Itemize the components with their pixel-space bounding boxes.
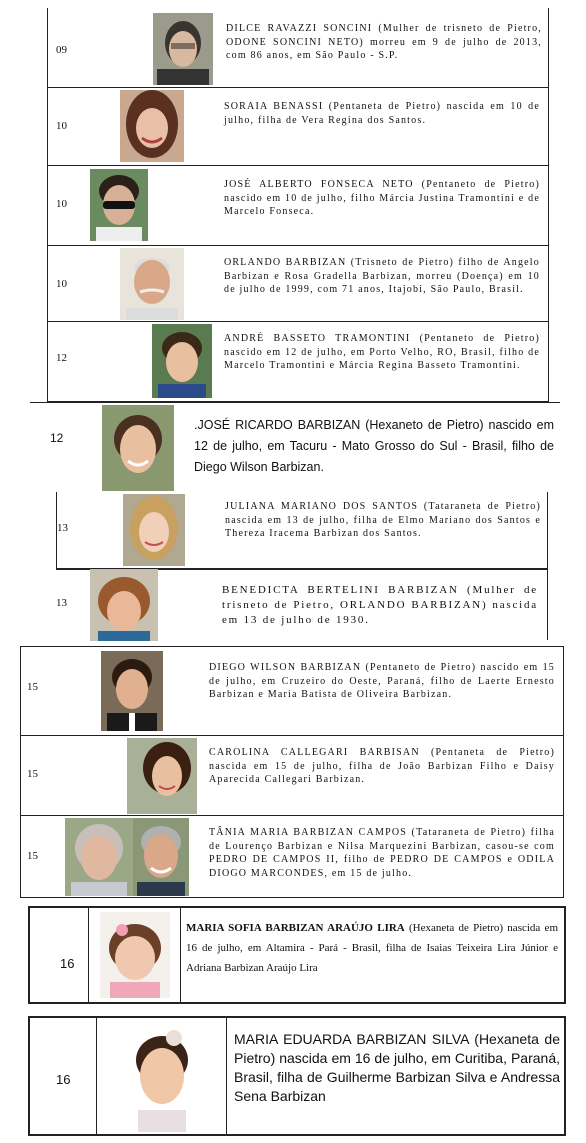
entry-day: 10 — [56, 120, 67, 132]
entry-row — [20, 646, 564, 736]
entry-text: BENEDICTA BERTELINI BARBIZAN (Mulher de trisneto de Pietro, ORLANDO BARBIZAN) nascida em 13 de julho de 1930. — [222, 584, 538, 626]
entry-text: JOSÉ ALBERTO FONSECA NETO (Pentaneto de Pietro) nascido em 10 de julho, filho Márcia Justina Tramontini e de Marcelo Fonseca. — [224, 179, 540, 217]
day-cell — [30, 1018, 97, 1134]
entry-row — [56, 492, 548, 570]
person-photo-1 — [65, 818, 133, 896]
entry-text: DILCE RAVAZZI SONCINI (Mulher de trisneto de Pietro, ODONE SONCINI NETO) morreu em 9 de julho de 2013, com 86 anos, em São Paulo - S.P. — [226, 23, 542, 61]
person-photo — [102, 405, 174, 491]
entry-text: TÂNIA MARIA BARBIZAN CAMPOS (Tataraneta de Pietro) filha de Lourenço Barbizan e Nilsa Marquezini Barbizan, casou-se com PEDRO DE CAMPOS II, filho de PEDRO DE CAMPOS e ODILA DIOGO MARCONDES, em 15 de julho. — [209, 827, 555, 879]
entry-text: DIEGO WILSON BARBIZAN (Pentaneto de Pietro) nascido em 15 de julho, em Cruzeiro do Oeste, Paraná, filho de Laerte Ernesto Barbizan e Maria Batista de Oliveira Barbizan. — [209, 662, 555, 700]
entry-day: 16 — [60, 956, 75, 971]
entry-row — [20, 816, 564, 898]
entry-text: JULIANA MARIANO DOS SANTOS (Tataraneta de Pietro) nascida em 13 de julho, filha de Elmo Mariano dos Santos e Thereza Iracema Barbizan dos Santos. — [225, 501, 541, 539]
entry-text: SORAIA BENASSI (Pentaneta de Pietro) nascida em 10 de julho, filha de Vera Regina dos Santos. — [224, 101, 540, 126]
person-photo — [123, 494, 185, 566]
entry-row — [47, 88, 549, 166]
entry-text — [186, 918, 558, 978]
entry-day: 13 — [57, 522, 68, 534]
entry-row — [28, 906, 566, 1004]
entry-row — [47, 166, 549, 246]
entry-description: (Hexaneta de Pietro) nascida em 16 de julho, em Altamira - Pará - Brasil, filha de Isaias Teixeira Lira Júnior e Adriana Barbizan Araújo Lira — [186, 922, 558, 974]
person-photo — [122, 1020, 202, 1132]
person-photo — [120, 90, 184, 162]
entry-row — [56, 568, 548, 640]
entry-name: MARIA SOFIA BARBIZAN ARAÚJO LIRA — [186, 922, 405, 934]
entry-day: 15 — [27, 768, 38, 780]
entry-text: .JOSÉ RICARDO BARBIZAN (Hexaneto de Pietro) nascido em 12 de julho, em Tacuru - Mato Grosso do Sul - Brasil, filho de Diego Wilson Barbizan. — [194, 418, 554, 474]
person-photo — [101, 651, 163, 731]
photo-cell — [96, 1018, 227, 1134]
person-photo — [127, 738, 197, 814]
entry-text: ANDRÉ BASSETO TRAMONTINI (Pentaneto de Pietro) nascido em 12 de julho, em Porto Velho, RO, Brasil, filho de Marcelo Tramontini e Márcia Regina Basseto Tramontini. — [224, 333, 540, 371]
entry-day: 09 — [56, 44, 67, 56]
entry-row — [20, 736, 564, 816]
person-photo-2 — [133, 818, 189, 896]
photo-cell — [88, 908, 181, 1002]
entry-day: 16 — [56, 1072, 71, 1087]
entry-text: CAROLINA CALLEGARI BARBISAN (Pentaneta de Pietro) nascida em 15 de julho, filha de João Barbizan Filho e Daisy Aparecida Callegari Barbizan. — [209, 747, 555, 785]
day-cell — [30, 908, 89, 1002]
person-photo — [90, 169, 148, 241]
entry-day: 12 — [50, 431, 64, 445]
entry-row — [28, 1016, 566, 1136]
person-photo — [153, 13, 213, 85]
person-photo — [152, 324, 212, 398]
entry-row — [47, 322, 549, 402]
entry-text: MARIA EDUARDA BARBIZAN SILVA (Hexaneta de Pietro) nascida em 16 de julho, em Curitiba, Paraná, Brasil, filha de Guilherme Barbizan Silva e Andressa Sena Barbizan — [234, 1031, 560, 1104]
entry-text: ORLANDO BARBIZAN (Trisneto de Pietro) filho de Angelo Barbizan e Rosa Gradella Barbizan, morreu (Doença) em 10 de julho de 1999, com 71 anos, Itajobi, São Paulo, Brasil. — [224, 257, 540, 295]
person-photo — [90, 569, 158, 641]
entry-day: 12 — [56, 352, 67, 364]
entry-row — [47, 246, 549, 322]
entry-day: 15 — [27, 850, 38, 862]
entry-row — [30, 402, 560, 492]
entry-row — [47, 8, 549, 88]
entry-day: 10 — [56, 198, 67, 210]
entry-day: 10 — [56, 278, 67, 290]
entry-day: 13 — [56, 597, 67, 609]
entry-day: 15 — [27, 681, 38, 693]
person-photo — [100, 912, 170, 998]
person-photo — [120, 248, 184, 320]
